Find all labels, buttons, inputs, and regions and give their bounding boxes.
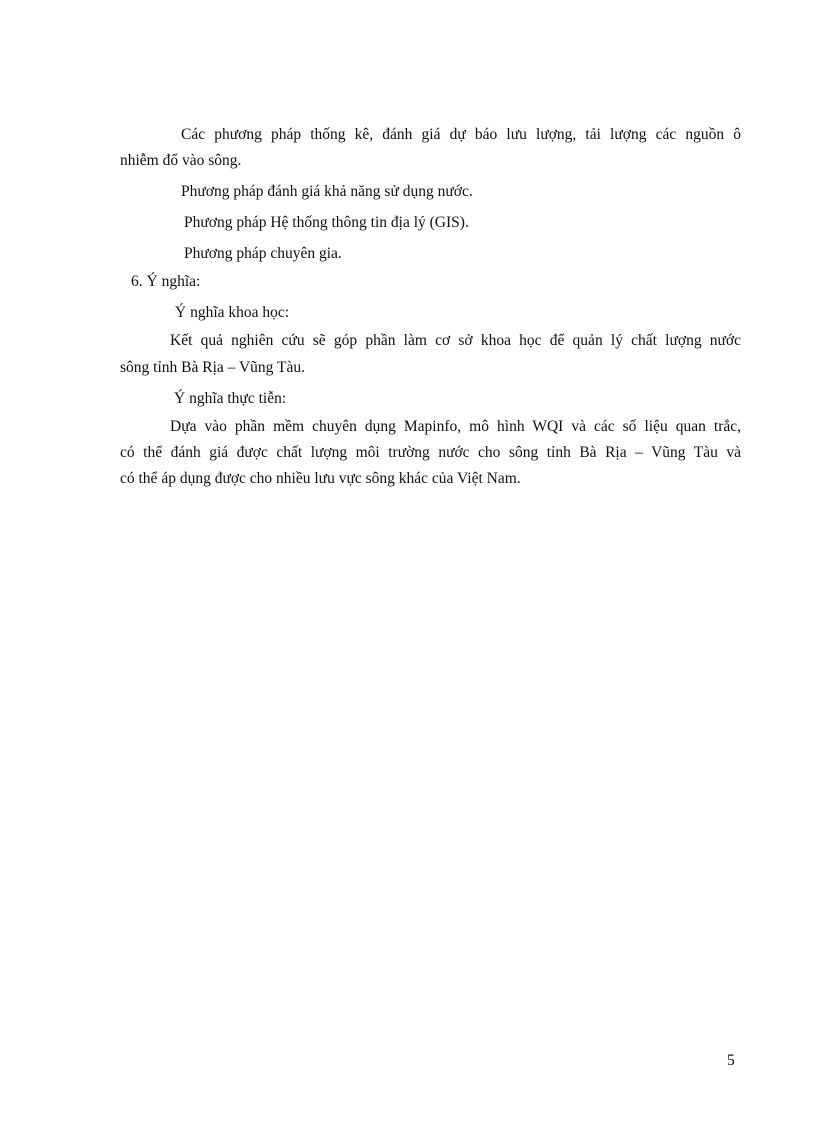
page-number: 5 — [727, 1052, 735, 1069]
methods-statistics-line-2: nhiễm đổ vào sông. — [120, 152, 242, 169]
section-6-heading: 6. Ý nghĩa: — [131, 273, 201, 290]
science-significance-line-1: Kết quả nghiên cứu sẽ góp phần làm cơ sở khoa học để quản lý chất lượng nước — [170, 332, 741, 349]
methods-water-use: Phương pháp đánh giá khả năng sử dụng nước. — [181, 183, 473, 200]
methods-statistics-line-1: Các phương pháp thống kê, đánh giá dự báo lưu lượng, tải lượng các nguồn ô — [181, 126, 741, 143]
practical-significance-heading: Ý nghĩa thực tiễn: — [174, 390, 287, 407]
practical-significance-line-3: có thể áp dụng được cho nhiều lưu vực sông khác của Việt Nam. — [120, 470, 521, 487]
science-significance-heading: Ý nghĩa khoa học: — [175, 304, 290, 321]
science-significance-line-2: sông tỉnh Bà Rịa – Vũng Tàu. — [120, 359, 305, 376]
methods-gis: Phương pháp Hệ thống thông tin địa lý (GIS). — [184, 214, 469, 231]
methods-expert: Phương pháp chuyên gia. — [184, 245, 342, 262]
practical-significance-line-1: Dựa vào phần mềm chuyên dụng Mapinfo, mô hình WQI và các số liệu quan trắc, — [170, 418, 741, 435]
practical-significance-line-2: có thể đánh giá được chất lượng môi trường nước cho sông tỉnh Bà Rịa – Vũng Tàu và — [120, 444, 741, 461]
